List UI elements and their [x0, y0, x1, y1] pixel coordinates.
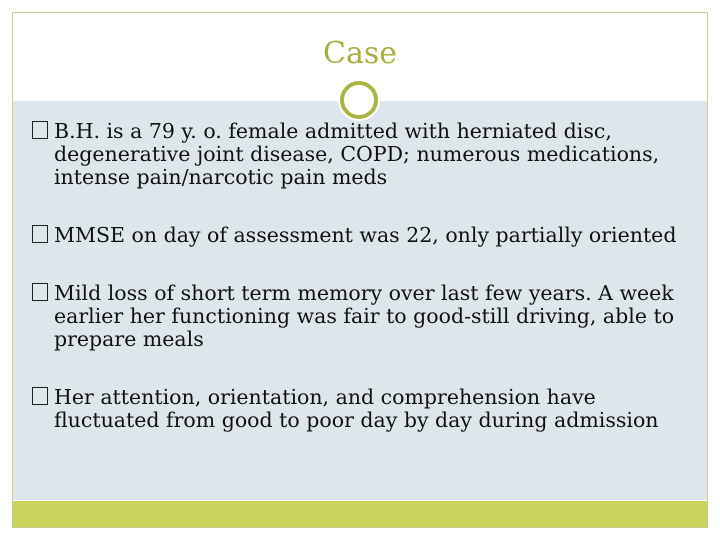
bullet-box-icon: [32, 387, 48, 405]
bullet-item: [32, 282, 697, 351]
bullet-text: MMSE on day of assessment was 22, only partially oriented: [54, 223, 677, 247]
bullet-box-icon: [32, 121, 48, 139]
bullet-text: Mild loss of short term memory over last few years. A week earlier her functioning was fair to good-still driving, able to prepare meals: [54, 281, 675, 351]
bullet-text: Her attention, orientation, and comprehension have fluctuated from good to poor day by day during admission: [54, 385, 659, 432]
bullet-item: [32, 120, 697, 189]
slide-title: Case: [323, 36, 397, 71]
bullet-text: B.H. is a 79 y. o. female admitted with herniated disc, degenerative joint disease, COPD; numerous medications, intense pain/narcotic pain meds: [54, 119, 660, 189]
circle-ornament-icon: [340, 81, 378, 119]
bullet-box-icon: [32, 283, 48, 301]
bullet-item: [32, 386, 697, 432]
bullet-list: [32, 120, 697, 467]
bullet-box-icon: [32, 225, 48, 243]
bullet-item: [32, 224, 697, 247]
bottom-accent-bar: [13, 501, 707, 527]
